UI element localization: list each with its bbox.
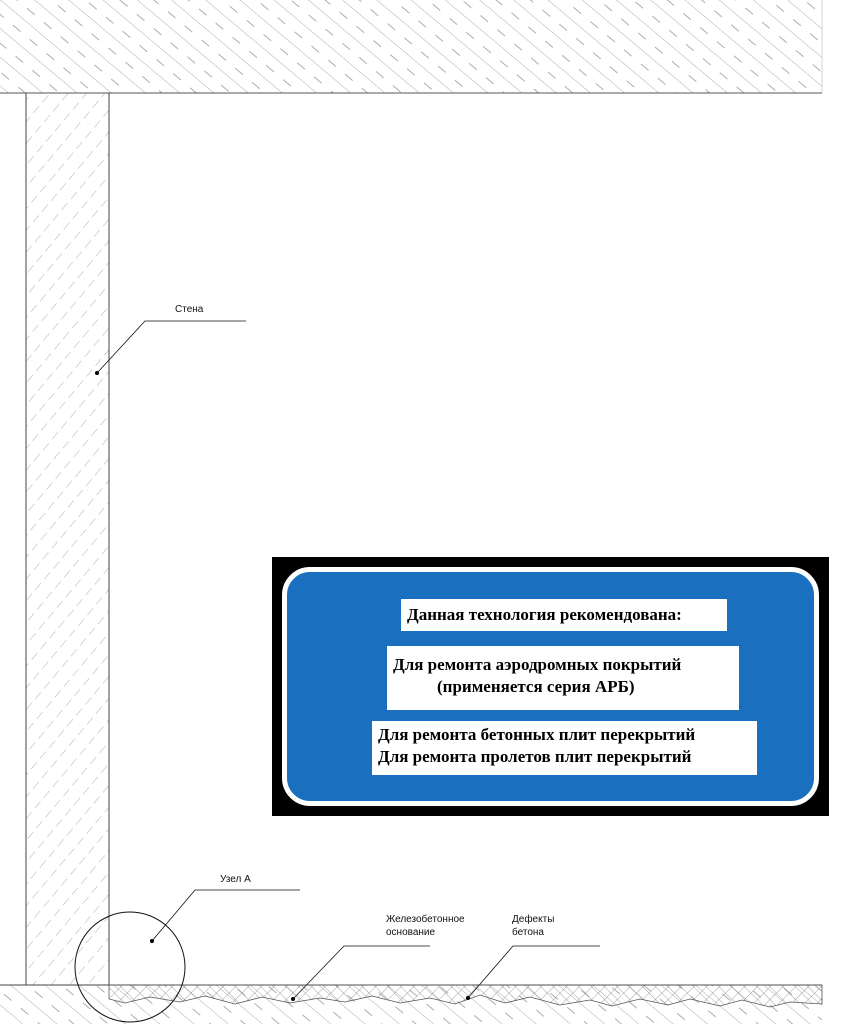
info-airfield-note <box>387 646 739 710</box>
leader-node-a <box>150 890 300 943</box>
label-wall: Стена <box>175 304 204 315</box>
info-slabs-line1: Для ремонта бетонных плит перекрытий <box>378 725 696 744</box>
wall <box>26 93 109 985</box>
label-base-line2: основание <box>386 927 436 938</box>
info-panel-body <box>282 567 819 806</box>
info-heading-text: Данная технология рекомендована: <box>407 605 682 624</box>
label-defects-line2: бетона <box>512 927 544 938</box>
info-panel <box>272 557 829 816</box>
label-defects-line1: Дефекты <box>512 914 555 925</box>
ceiling-slab <box>0 0 822 93</box>
info-slabs-line2: Для ремонта пролетов плит перекрытий <box>378 747 692 766</box>
info-airfield-line2: (применяется серия АРБ) <box>437 677 635 696</box>
info-slabs-note <box>372 721 757 775</box>
info-heading <box>401 599 727 631</box>
info-airfield-line1: Для ремонта аэродромных покрытий <box>393 655 682 674</box>
label-node-a: Узел А <box>220 874 251 885</box>
label-base-line1: Железобетонное <box>386 914 465 925</box>
leader-wall <box>95 321 246 375</box>
